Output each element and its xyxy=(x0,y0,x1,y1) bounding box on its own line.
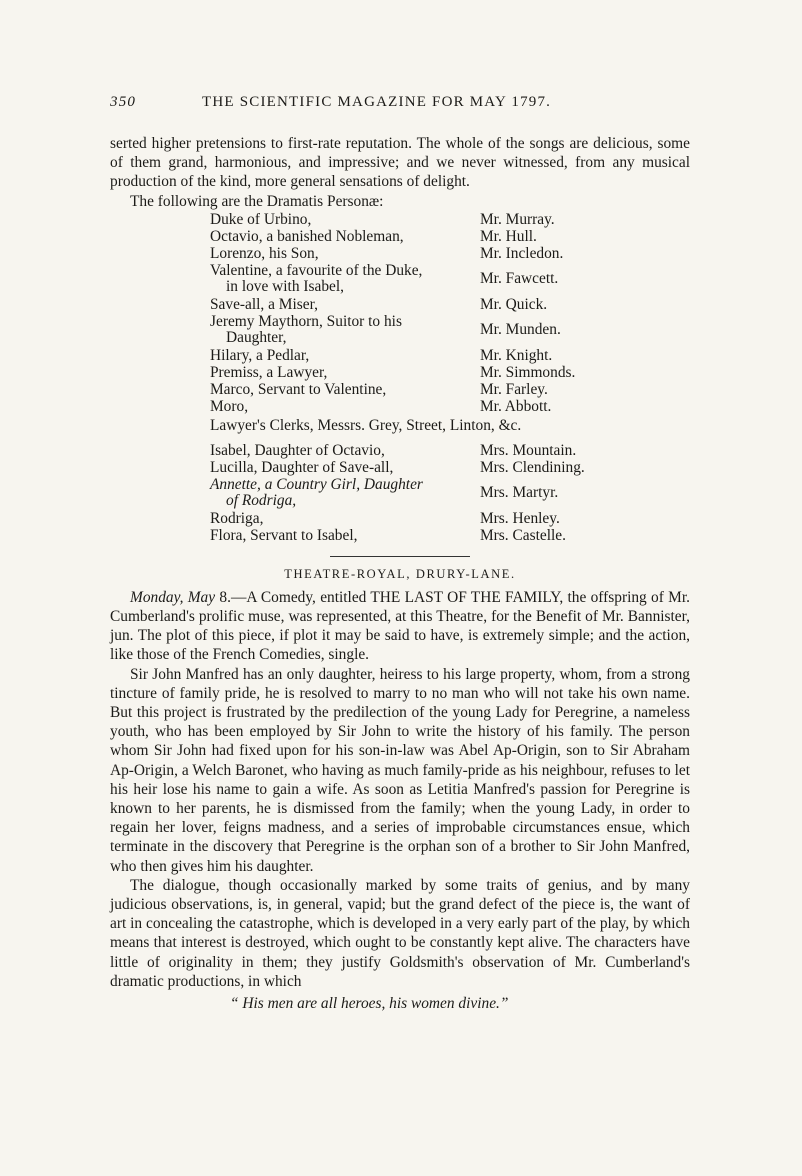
cast-row xyxy=(210,314,610,346)
cast-role xyxy=(210,381,480,398)
cast-row xyxy=(210,347,610,364)
review-paragraph-1 xyxy=(110,588,690,665)
cast-role-text: Save-all, a Miser, xyxy=(210,295,318,313)
cast-row xyxy=(210,263,610,295)
page-number: 350 xyxy=(110,94,137,110)
cast-actor: Mr. Knight. xyxy=(480,346,553,364)
cast-role xyxy=(210,245,480,262)
cast-row xyxy=(210,398,610,415)
cast-role xyxy=(210,347,480,364)
cast-row xyxy=(210,527,610,544)
dramatis-intro: The following are the Dramatis Personæ: xyxy=(130,192,384,210)
cast-role-text: Isabel, Daughter of Octavio, xyxy=(210,441,385,459)
cast-women xyxy=(210,442,610,544)
cast-role xyxy=(210,296,480,313)
intro-paragraph: serted higher pretensions to first-rate reputation. The whole of the songs are delicious, some of them grand, harmonious, and impressive; and we never witnessed, from any musical production of the kind, more general sensations of delight. xyxy=(110,135,690,191)
cast-row xyxy=(210,459,610,476)
cast-role-text: Lucilla, Daughter of Save-all, xyxy=(210,458,394,476)
cast-actor: Mr. Murray. xyxy=(480,210,555,228)
cast-role xyxy=(210,398,480,415)
cast-row xyxy=(210,510,610,527)
goldsmith-quote: “ His men are all heroes, his women divine.” xyxy=(230,995,509,1013)
cast-actor: Mr. Abbott. xyxy=(480,397,552,415)
review-paragraph-3: The dialogue, though occasionally marked by some traits of genius, and by many judicious observations, is, in general, vapid; but the grand defect of the piece is, the want of art in concealing the catastrophe, which is developed in a very early part of the play, by which means that interest is destroyed, which ought to be constantly kept alive. The characters have little of originality in them; they justify Goldsmith's observation of Mr. Cumberland's dramatic productions, in which xyxy=(110,876,690,990)
cast-actor: Mr. Munden. xyxy=(480,321,561,339)
cast-role xyxy=(210,211,480,228)
cast-men xyxy=(210,211,610,415)
cast-role-continued: in love with Isabel, xyxy=(226,277,344,295)
cast-actor: Mrs. Martyr. xyxy=(480,484,559,502)
cast-actor: Mr. Quick. xyxy=(480,295,548,313)
cast-actor: Mrs. Mountain. xyxy=(480,441,577,459)
cast-role xyxy=(210,477,480,509)
cast-actor: Mr. Farley. xyxy=(480,380,548,398)
cast-row xyxy=(210,364,610,381)
cast-role-text: Octavio, a banished Nobleman, xyxy=(210,227,404,245)
cast-row xyxy=(210,245,610,262)
page-header xyxy=(110,90,690,120)
cast-actor: Mrs. Castelle. xyxy=(480,526,566,544)
cast-role-text: Duke of Urbino, xyxy=(210,210,312,228)
review-body xyxy=(110,588,690,1013)
cast-role xyxy=(210,364,480,381)
cast-role xyxy=(210,314,480,346)
cast-actor: Mrs. Henley. xyxy=(480,509,560,527)
cast-actor: Mr. Simmonds. xyxy=(480,363,576,381)
cast-role-text: Moro, xyxy=(210,397,249,415)
cast-role-text: Flora, Servant to Isabel, xyxy=(210,526,358,544)
cast-role xyxy=(210,228,480,245)
cast-row xyxy=(210,477,610,509)
section-title: THEATRE-ROYAL, DRURY-LANE. xyxy=(284,566,516,581)
cast-role-text: Marco, Servant to Valentine, xyxy=(210,380,387,398)
cast-actor: Mr. Incledon. xyxy=(480,244,564,262)
cast-role-text: Premiss, a Lawyer, xyxy=(210,363,328,381)
cast-row xyxy=(210,228,610,245)
running-title: THE SCIENTIFIC MAGAZINE FOR MAY 1797. xyxy=(202,94,552,110)
cast-role-text: Valentine, a favourite of the Duke, xyxy=(210,261,423,279)
cast-row xyxy=(210,296,610,313)
clerks-line: Lawyer's Clerks, Messrs. Grey, Street, Linton, &c. xyxy=(210,416,522,434)
cast-actor: Mrs. Clendining. xyxy=(480,458,585,476)
cast-row xyxy=(210,211,610,228)
cast-role-text: Lorenzo, his Son, xyxy=(210,244,319,262)
cast-list xyxy=(210,211,610,544)
cast-row xyxy=(210,442,610,459)
cast-role xyxy=(210,510,480,527)
cast-actor: Mr. Hull. xyxy=(480,227,537,245)
cast-row xyxy=(210,381,610,398)
cast-role-continued: of Rodriga, xyxy=(226,491,297,509)
review-paragraph-2: Sir John Manfred has an only daughter, heiress to his large property, whom, from a strong tincture of family pride, he is resolved to marry to no man who will not take his own name. But this project is frustrated by the predilection of the young Lady for Peregrine, a nameless youth, who has been employed by Sir John to write the history of his family. The person whom Sir John had fixed upon for his son-in-law was Abel Ap-Origin, son to Sir Abraham Ap-Origin, a Welch Baronet, who having as much family-pride as his neighbour, refuses to let his heir lose his name to gain a wife. As soon as Letitia Manfred's passion for Peregrine is known to her parents, he is dismissed from the family; when the young Lady, in order to regain her lover, feigns madness, and a series of improbable circumstances ensue, which terminate in the discovery that Peregrine is the orphan son of a brother to Sir John Manfred, who then gives him his daughter. xyxy=(110,665,690,875)
cast-role-text: Jeremy Maythorn, Suitor to his xyxy=(210,312,402,330)
cast-actor: Mr. Fawcett. xyxy=(480,270,559,288)
section-rule xyxy=(330,556,470,557)
cast-role-text: Rodriga, xyxy=(210,509,264,527)
cast-role-text: Annette, a Country Girl, Daughter xyxy=(210,475,423,493)
cast-role-text: Hilary, a Pedlar, xyxy=(210,346,310,364)
review-paragraph-1-text: 8.—A Comedy, entitled THE LAST OF THE FAMILY, the offspring of Mr. Cumberland's prolific muse, was represented, at this Theatre, for the Benefit of Mr. Bannister, jun. The plot of this piece, if plot it may be said to have, is extremely simple; and the action, like those of the French Comedies, single. xyxy=(110,588,690,664)
cast-role xyxy=(210,527,480,544)
cast-role-continued: Daughter, xyxy=(226,328,287,346)
cast-role xyxy=(210,442,480,459)
cast-role xyxy=(210,459,480,476)
cast-role xyxy=(210,263,480,295)
magazine-page xyxy=(110,90,690,1013)
review-date: Monday, May xyxy=(130,588,216,606)
